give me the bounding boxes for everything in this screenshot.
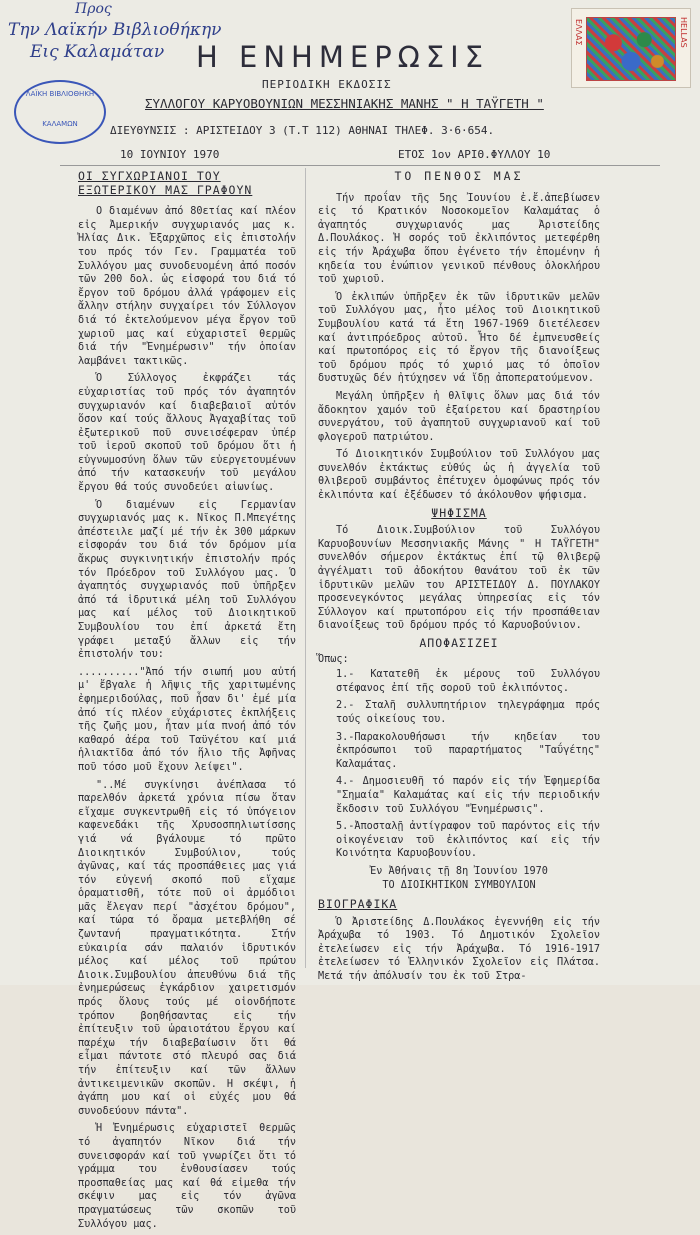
left-paragraph: "..Μέ συγκίνησι ἀνέπλασα τό παρελθόν ἀρκετά χρόνια πίσω ὅταν εἴχαμε συγκεντρωθῆ εἰς τό ὑπόγειον καφενεδάκι τῆς Χρυσοσπηλιωτίσσης γιά νά βγάλουμε τό πρῶτο Διοικητικόν Συμβούλιον, τούς ἀγῶνας, καί τάς προσπάθειες μας γιά τόν εὐγενή σκοπό ποῦ εἴχαμε ὁραματισθῆ, τότε ποῦ οἱ ἀρμόδιοι μᾶς ἔλεγαν περί "ἀσχέτου δρόμου", καί τώρα τό ὄραμα μετεβλήθη σέ ζωντανή πραγματικότητα. Στήν εὐκαιρία σάν παλαιόν ἱδρυτικόν μέλος καί μέλος τοῦ πρώτου Διοικ.Συμβουλίου ἀπευθύνω διά τῆς ἐνημερώσεως ἐγκάρδιον χαιρετισμόν πρός ὅλους τούς μέ οἱονδήποτε τρόπον βοηθήσαντας εἰς τήν ἐπίτευξιν τοῦ ὡραιοτάτου ἔργου καί παρέχω τήν διαβεβαίωσιν ὅτι θά εἶμαι πάντοτε στό πλευρό σας διά τήν ἐπίτευξιν καί τῶν ἄλλων ἀντικειμενικῶν σκοπῶν. Η σκέψι, ἡ ἀγάπη μου καί οἱ εὐχές μου θά συνοδεύουν πάντα". [78,779,296,1117]
signoff-org: ΤΟ ΔΙΟΙΚΗΤΙΚΟΝ ΣΥΜΒΟΥΛΙΟΝ [382,879,536,891]
left-column-heading: ΟΙ ΣΥΓΧΩΡΙΑΝΟΙ ΤΟΥ ΕΞΩΤΕΡΙΚΟΥ ΜΑΣ ΓΡΑΦΟΥΝ [78,169,253,197]
stamp-top-text: ΛΑΪΚΗ ΒΙΒΛΙΟΘΗΚΗ [25,90,95,98]
decides-heading: ΑΠΟΦΑΣΙΖΕΙ [419,636,499,650]
header-divider [60,165,660,166]
handwritten-recipient: Την Λαϊκήν Βιβλιοθήκην [8,20,222,40]
decision-item: 5.-Ἀποσταλῇ ἀντίγραφον τοῦ παρόντος εἰς τήν οἰκογένειαν τοῦ ἐκλιπόντος καί εἰς τήν Κοινότητα Καρυοβουνίου. [336,821,600,860]
masthead-subtitle: ΠΕΡΙΟΔΙΚΗ ΕΚΔΟΣΙΣ [262,78,392,91]
address-line: ΔΙΕΥΘΥΝΣΙΣ : ΑΡΙΣΤΕΙΔΟΥ 3 (Τ.Τ 112) ΑΘΗΝΑΙ ΤΗΛΕΦ. 3·6·654. [110,124,495,137]
right-paragraph: Ὁ ἐκλιπών ὑπῆρξεν ἐκ τῶν ἱδρυτικῶν μελῶν τοῦ Συλλόγου μας, ἦτο μέλος τοῦ Διοικητικοῦ Συμβουλίου κατά τά ἔτη 1967-1969 διετέλεσεν καί ἀντιπρόεδρος αὐτοῦ. Ἦτο δέ ἐμπνευσθείς καί πρωτοπόρος εἰς τό ἔργον τῆς διανοίξεως τοῦ δρόμου πρός τό χωριό μας τό ὁποῖον δυστυχῶς δέν ἠτύχησεν νά ἴδῃ ἀποπερατούμενον. [318,291,600,385]
signoff-date: Ἐν Ἀθήναις τῇ 8η Ἰουνίου 1970 [370,865,548,877]
masthead-title: Η ΕΝΗΜΕΡΩΣΙΣ [196,40,490,74]
issue-date: 10 ΙΟΥΝΙΟΥ 1970 [120,148,220,161]
bio-text: Ὁ Ἀριστείδης Δ.Πουλάκος ἐγεννήθη εἰς τήν Ἀράχωβα τό 1903. Τό Δημοτικόν Σχολεῖον ἐτελείωσεν εἰς τήν Ἀράχωβα. Τό 1916-1917 ἐτελείωσεν τό Ἑλληνικόν Σχολεῖον εἰς Πλάτσα. Μετά τήν ἀπόλυσίν του ἐκ τοῦ Στρα- [318,916,600,983]
right-paragraph: Τήν προΐαν τῆς 5ης Ἰουνίου ἐ.ἔ.ἀπεβίωσεν εἰς τό Κρατικόν Νοσοκομεῖον Καλαμάτας ὁ ἀγαπητός συγχωριανός μας Ἀριστείδης Δ.Πουλάκος. Ἡ σορός τοῦ ἐκλιπόντος μετεφέρθη εἰς τήν Ἀράχωβα ὅπου ἐγένετο τήν ἐπομένην ἡ κηδεία του ἐνώπιον γενικοῦ πένθους ὁλοκλήρου τοῦ χωριοῦ. [318,192,600,286]
decides-intro: Ὅπως: [318,653,349,665]
left-column [78,170,296,1235]
right-paragraph: Τό Διοικητικόν Συμβούλιον τοῦ Συλλόγου μας συνελθόν ἐκτάκτως εὐθύς ὡς ἡ ἀγγελία τοῦ θλιβεροῦ συμβάντος ἐπέτυχεν ὁμοφώνως πρός τόν ἐκλιπόντα καί ἐξέδωσεν τό ἀκόλουθον ψήφισμα. [318,449,600,502]
postage-right-text: HELLAS [679,17,688,48]
handwritten-to: Προς [75,1,112,17]
right-column-heading: ΤΟ ΠΕΝΘΟΣ ΜΑΣ [394,169,524,183]
postage-stamp [571,8,691,88]
left-paragraph: Ὁ διαμένων εἰς Γερμανίαν συγχωριανός μας κ. Νῖκος Π.Μπεγέτης ἀπέστειλε μαζί μέ τήν ἐκ 300 μάρκων εἰσφοράν του διά τόν δρόμον μία ἄκρως συγκινητικήν ἐπιστολήν πρός τόν Πρόεδρον τοῦ Συλλόγου μας. Ὁ ἀγαπητός συγχωριανός ποῦ ὑπῆρξεν ἀπό τά ἱδρυτικά μέλη τοῦ Συλλόγου μας καί μέλος τοῦ Διοικητικοῦ Συμβουλίου του ἐπί ἀρκετά ἔτη γράφει μεταξύ ἄλλων εἰς τήν ἐπιστολήν του: [78,499,296,661]
decision-item: 1.- Κατατεθῆ ἐκ μέρους τοῦ Συλλόγου στέφανος ἐπί τῆς σοροῦ τοῦ ἐκλιπόντος. [336,669,600,694]
left-paragraph: Ὁ Σύλλογος ἐκφράζει τάς εὐχαριστίας τοῦ πρός τόν ἀγαπητόν συγχωριανόν καί διαβεβαιοῖ αὐτόν ὅσον καί τούς ἄλλους Ἀγαχαβίτας τοῦ ἐξωτερικοῦ ποῦ συνεισέφεραν ὑπέρ τοῦ ἱεροῦ σκοποῦ τοῦ δρόμου ὅτι ἡ εὐγνωμοσύνη ὅλων τῶν εὐεργετουμένων ἀπό τήν κατασκευήν τοῦ μεγάλου ἔργου θά τούς συνοδεύει αἰωνίως. [78,373,296,494]
decision-item: 3.-Παρακολουθήσωσι τήν κηδείαν του ἐκπρόσωποι τοῦ παραρτήματος "Ταΰγέτης" Καλαμάτας. [336,731,600,770]
issue-number: ΕΤΟΣ 1ον ΑΡΙΘ.ΦΥΛΛΟΥ 10 [398,148,551,161]
left-paragraph: Ἡ Ἐνημέρωσις εὐχαριστεῖ θερμῶς τό ἀγαπητόν Νῖκον διά τήν συνεισφοράν καί τοῦ γνωρίζει ὅτι τό γράμμα του ἐνθουσίασεν τούς προσπαθείας μας καί θά εἰμεθα τήν σκέψιν μας εἰς τόν ἀγῶνα πραγματώσεως τῶν σκοπῶν τοῦ Συλλόγου μας. [78,1123,296,1230]
right-column [318,170,600,988]
postage-left-text: ΕΛΛΑΣ [574,19,583,46]
handwritten-city: Εις Καλαμάταν [30,42,165,62]
resolution-text: Τό Διοικ.Συμβούλιον τοῦ Συλλόγου Καρυοβουνίων Μεσσηνιακῆς Μάνης " Η ΤΑΫΓΕΤΗ" συνελθόν σήμερον ἐκτάκτως ἐπί τῷ θλιβερῷ ἀγγέλματι τοῦ ἀδοκήτου θανάτου τοῦ ἐκ τῶν ἱδρυτικῶν μελῶν του ΑΡΙΣΤΕΙΔΟΥ Δ. ΠΟΥΛΑΚΟΥ προσενεγκόντος μεγάλας ὑπηρεσίας εἰς τόν Σύλλογον καί πρωτοπόρου εἰς τήν προσπάθειαν διανοίξεως τοῦ δρόμου πρός τό Καρυοβούνιον. [318,525,600,632]
decision-item: 4.- Δημοσιευθῆ τό παρόν εἰς τήν Ἐφημερίδα "Σημαία" Καλαμάτας καί εἰς τήν περιοδικήν ἔκδοσιν τοῦ Συλλόγου "Ἐνημέρωσις". [336,776,600,815]
stamp-bottom-text: ΚΑΛΑΜΩΝ [42,120,78,128]
left-paragraph: Ο διαμένων ἀπό 80ετίας καί πλέον εἰς Ἀμερικήν συγχωριανός μας κ. Ἠλίας Δικ. Ἐξαρχῶπος εἰς ἐπιστολήν του πρός τόν Γεν. Γραμματέα τοῦ Συλλόγου μας συνοδευομένη ἀπό ποσόν τῶν 200 δολ. ὡς εἰσφορά του διά τό ἔργον τοῦ δρόμου ἀλλά γράφομεν εἰς ἄλλην στήλην συγχαίρει τόν Σύλλογον διά τό ἐκτελούμενον μέγα ἔργον τοῦ χωριοῦ μας καί εὐχαριστεῖ θερμῶς διά τήν "Ἐνημέρωσιν" τήν ὁποίαν λαμβάνει τακτικῶς. [78,206,296,367]
decision-item: 2.- Σταλῆ συλλυπητήριον τηλεγράφημα πρός τούς οἰκείους του. [336,700,600,725]
library-stamp [14,80,106,144]
resolution-heading: ΨΗΦΙΣΜΑ [431,505,487,520]
publisher-line: ΣΥΛΛΟΓΟΥ ΚΑΡΥΟΒΟΥΝΙΩΝ ΜΕΣΣΗΝΙΑΚΗΣ ΜΑΝΗΣ " Η ΤΑΫΓΕΤΗ " [145,96,544,111]
right-paragraph: Μεγάλη ὑπῆρξεν ἡ θλῖψις ὅλων μας διά τόν ἄδοκητον χαμόν τοῦ ἐξαίρετου καί δραστηρίου συνεργάτου, τοῦ ἀγαπητοῦ συγχωριανοῦ καί τοῦ φλογεροῦ πατριώτου. [318,390,600,443]
bio-heading: ΒΙΟΓΡΑΦΙΚΑ [318,897,398,912]
postage-art-image [586,17,676,81]
left-paragraph-quote: .........."Ἀπό τήν σιωπή μου αὐτή μ' ἔβγαλε ἡ λῆψις τῆς χαριτωμένης ἐφημεριδούλας, ποῦ ἦσαν δι' ἐμέ μία ἀπό τίς πλέον εὐχάριστες ἐκπλήξεις τῆς ζωῆς μου, ἦταν μία πνοή ἀπό τόν καθαρό ἀέρα τοῦ Ταϋγέτου καί μιά ἡλιακτῖδα ἀπό τόν ἥλιο τῆς Ἀφῆνας ποῦ τόσο μοῦ ἔχουν λείψει". [78,666,296,773]
column-divider [305,168,306,968]
